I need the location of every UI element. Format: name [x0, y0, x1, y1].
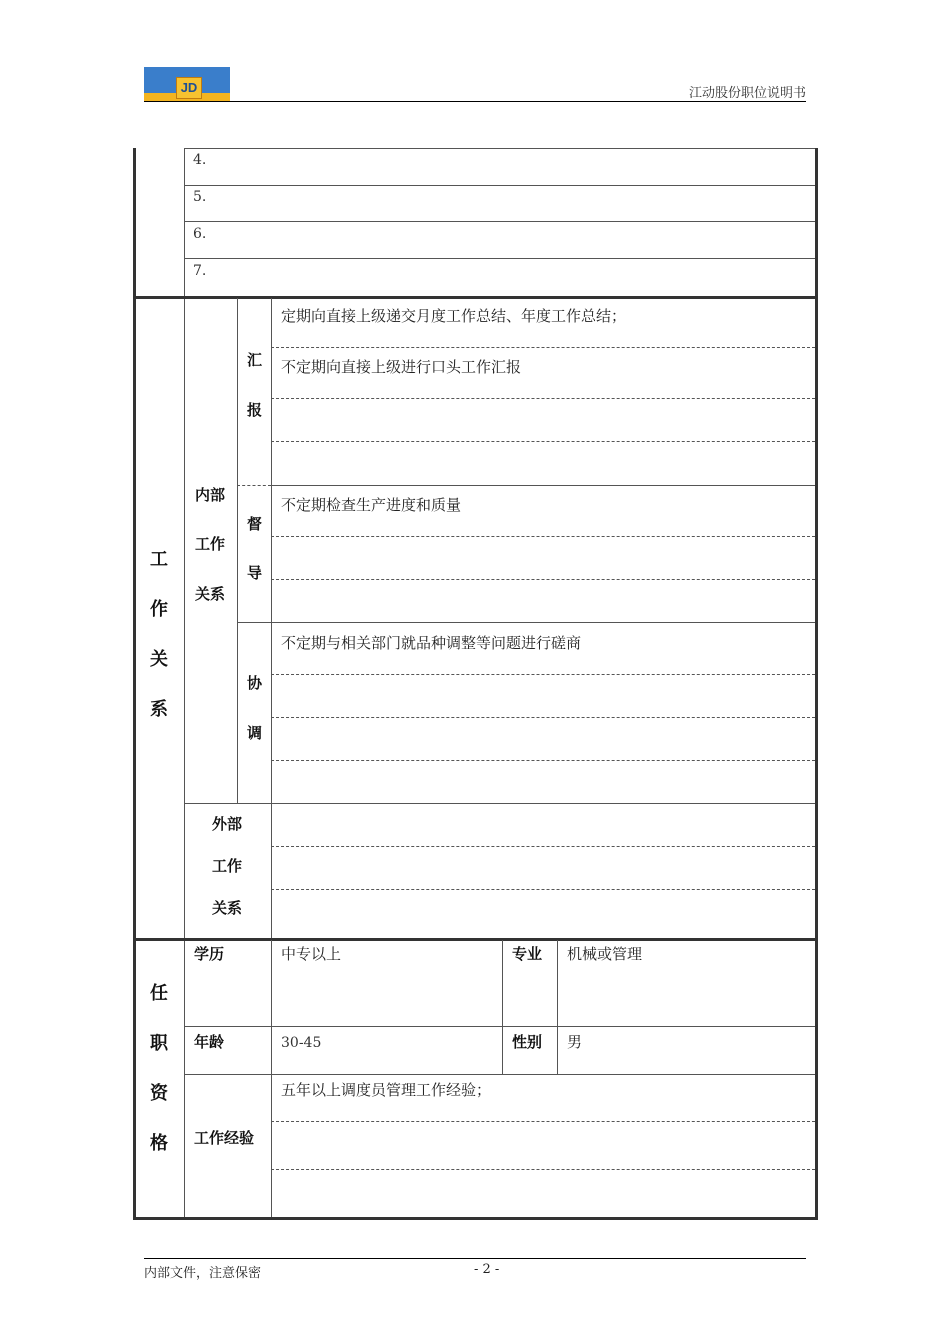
confidential-note: 内部文件，注意保密 — [144, 1266, 262, 1281]
coordinate-line: 不定期与相关部门就品种调整等问题进行磋商 — [281, 634, 582, 652]
company-logo — [144, 67, 230, 102]
header-rule — [144, 101, 806, 102]
logo-mark: JD — [176, 77, 202, 99]
experience-line: 五年以上调度员管理工作经验； — [281, 1081, 492, 1099]
major-label: 专业 — [512, 945, 543, 963]
major-value: 机械或管理 — [567, 945, 643, 963]
experience-label: 工作经验 — [194, 1129, 255, 1147]
duty-row: 5. — [193, 189, 207, 205]
report-line: 定期向直接上级递交月度工作总结、年度工作总结； — [281, 307, 627, 325]
education-label: 学历 — [194, 945, 225, 963]
supervise-line: 不定期检查生产进度和质量 — [281, 496, 462, 514]
duty-row: 4. — [193, 152, 207, 168]
footer-rule — [144, 1258, 806, 1259]
document-title: 江动股份职位说明书 — [688, 86, 806, 101]
duty-row: 6. — [193, 226, 207, 242]
duty-row: 7. — [193, 263, 207, 279]
gender-label: 性别 — [512, 1033, 543, 1051]
age-value: 30-45 — [281, 1035, 322, 1051]
age-label: 年龄 — [194, 1033, 225, 1051]
report-line: 不定期向直接上级进行口头工作汇报 — [281, 358, 522, 376]
gender-value: 男 — [567, 1033, 583, 1051]
education-value: 中专以上 — [281, 945, 342, 963]
page-number: - 2 - — [474, 1262, 500, 1277]
